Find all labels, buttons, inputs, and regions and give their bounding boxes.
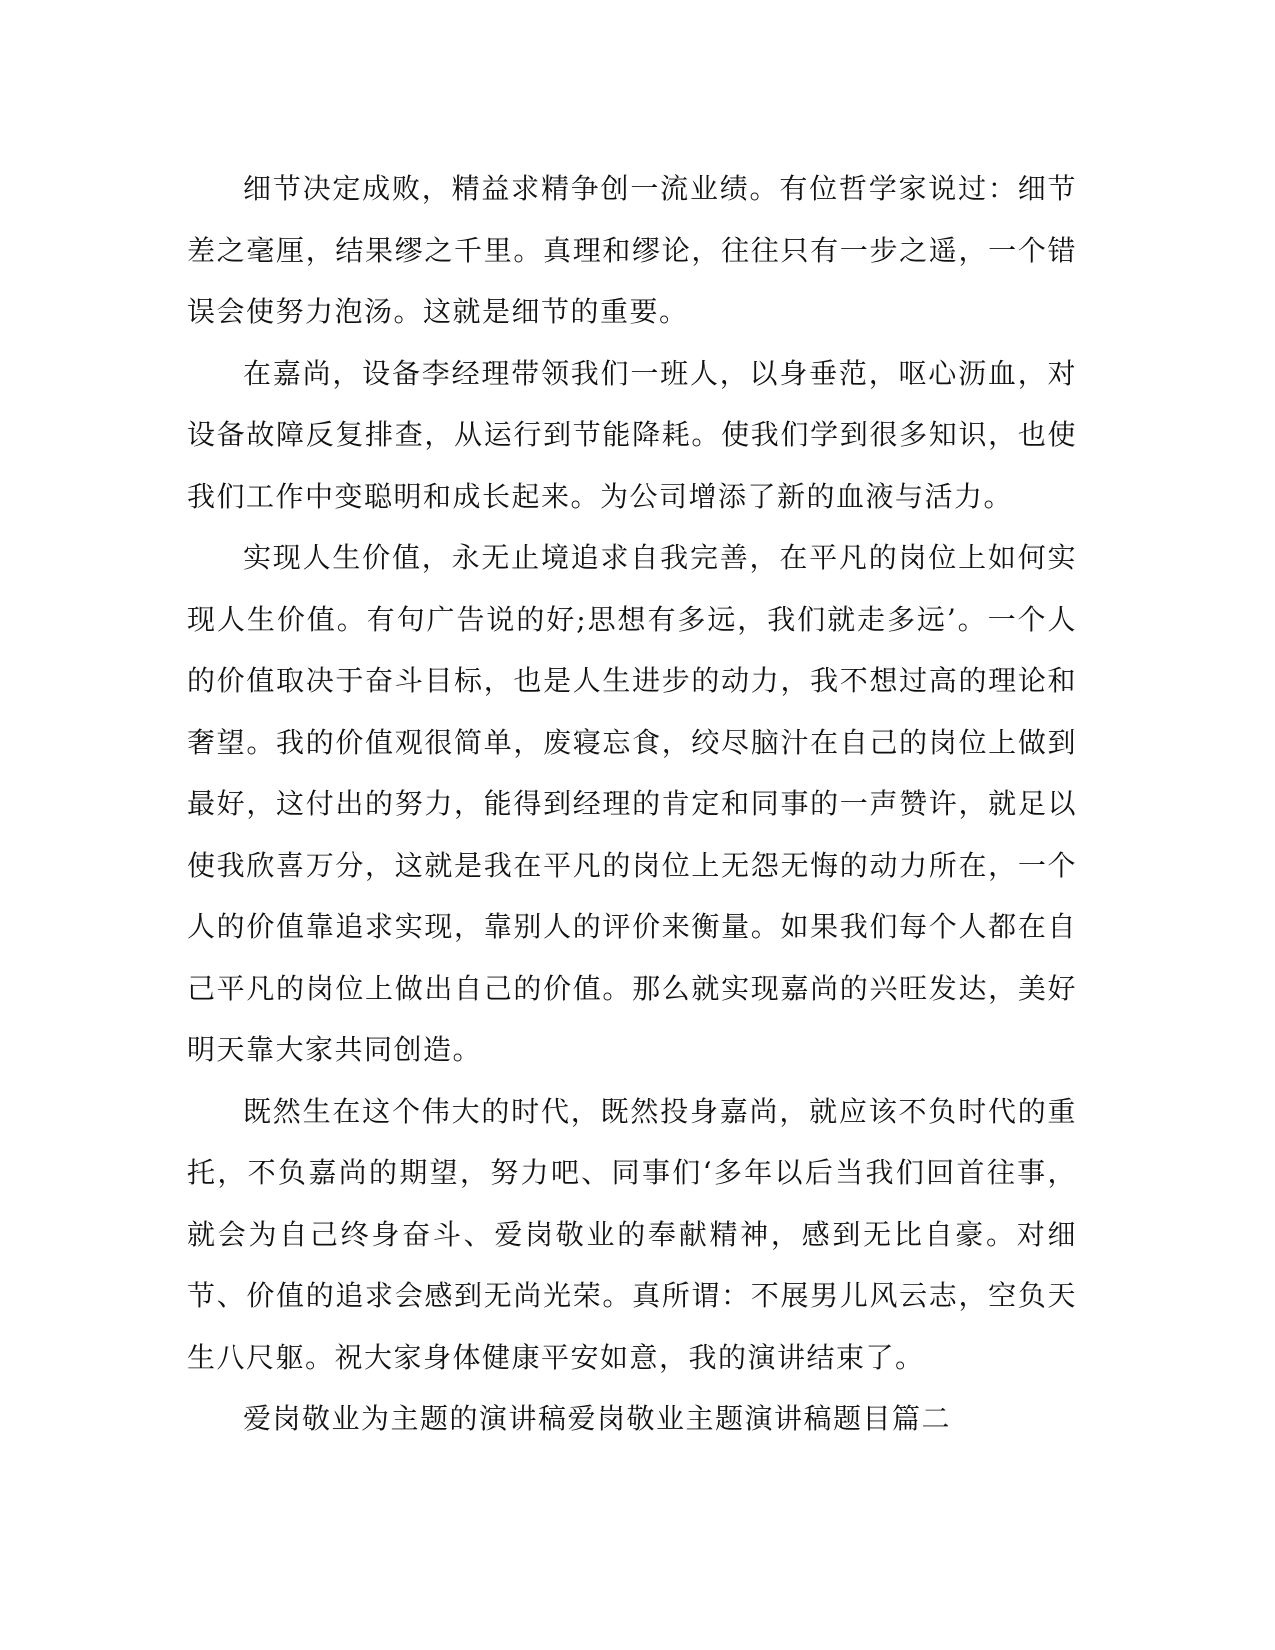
paragraph-conclusion: 既然生在这个伟大的时代，既然投身嘉尚，就应该不负时代的重托，不负嘉尚的期望，努力吧、同事们‘多年以后当我们回首往事，就会为自己终身奋斗、爱岗敬业的奉献精神，感到无比自豪。对细节、价值的追求会感到无尚光荣。真所谓：不展男儿风云志，空负天生八尺躯。祝大家身体健康平安如意，我的演讲结束了。 [187, 1094, 1077, 1374]
paragraph-life-value: 实现人生价值，永无止境追求自我完善，在平凡的岗位上如何实现人生价值。有句广告说的好;思想有多远，我们就走多远’。一个人的价值取决于奋斗目标，也是人生进步的动力，我不想过高的理论和奢望。我的价值观很简单，废寝忘食，绞尽脑汁在自己的岗位上做到最好，这付出的努力，能得到经理的肯定和同事的一声赞许，就足以使我欣喜万分，这就是我在平凡的岗位上无怨无悔的动力所在，一个人的价值靠追求实现，靠别人的评价来衡量。如果我们每个人都在自己平凡的岗位上做出自己的价值。那么就实现嘉尚的兴旺发达，美好明天靠大家共同创造。 [187, 541, 1077, 1066]
paragraph-details: 细节决定成败，精益求精争创一流业绩。有位哲学家说过：细节差之毫厘，结果缪之千里。真理和缪论，往往只有一步之遥，一个错误会使努力泡汤。这就是细节的重要。 [187, 172, 1077, 328]
paragraph-manager: 在嘉尚，设备李经理带领我们一班人，以身垂范，呕心沥血，对设备故障反复排查，从运行到节能降耗。使我们学到很多知识，也使我们工作中变聪明和成长起来。为公司增添了新的血液与活力。 [187, 356, 1077, 513]
section-heading: 爱岗敬业为主题的演讲稿爱岗敬业主题演讲稿题目篇二 [243, 1402, 952, 1435]
document-body [187, 158, 1077, 1450]
